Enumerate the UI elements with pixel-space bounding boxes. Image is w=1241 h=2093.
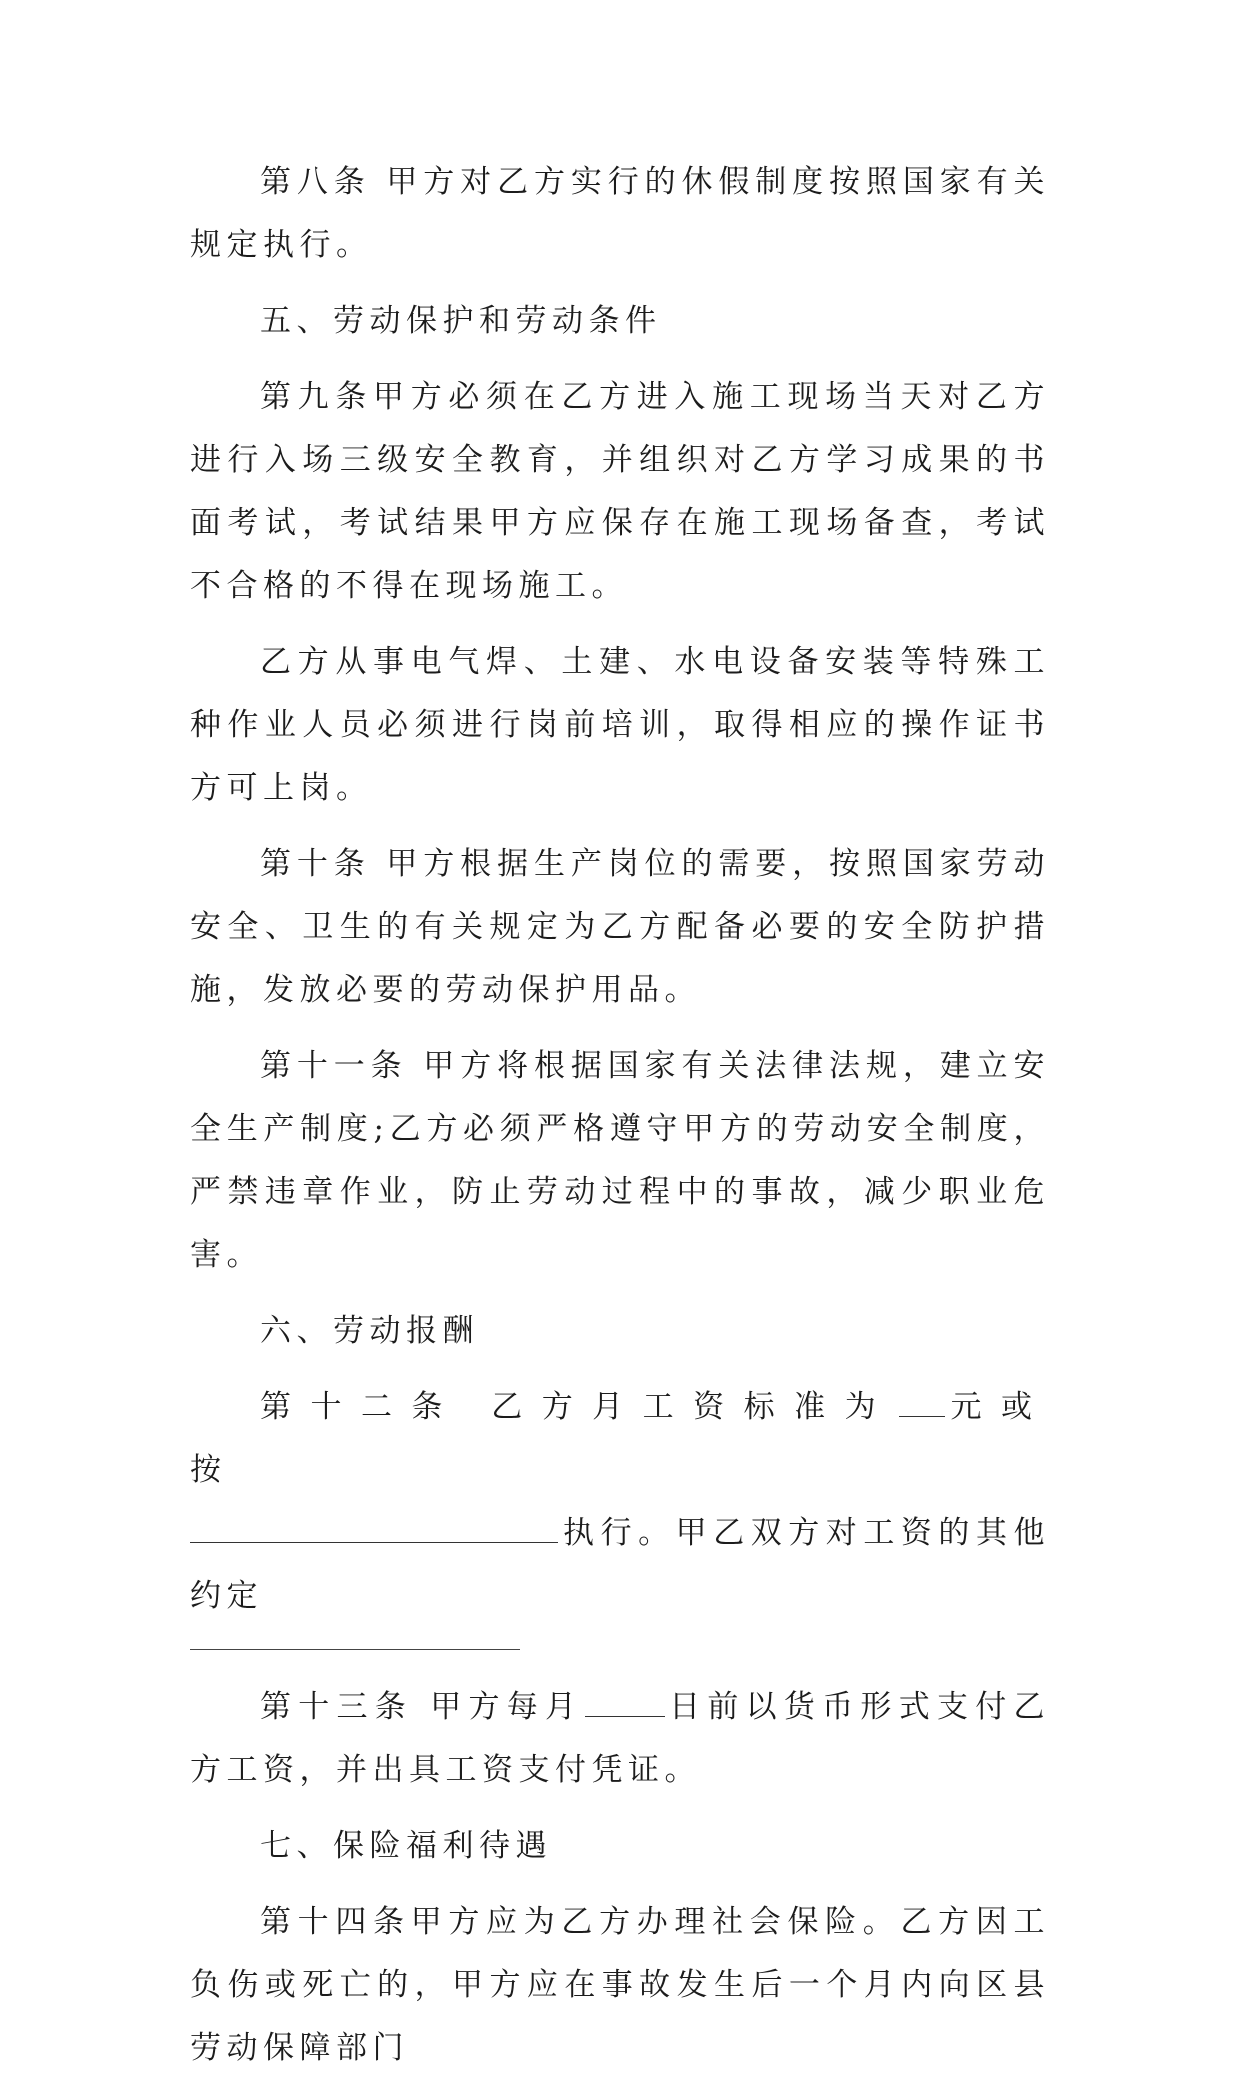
section-6-heading: 六、劳动报酬 <box>260 1313 479 1349</box>
salary-basis-blank <box>190 1517 558 1543</box>
article-13 <box>190 1676 1050 1802</box>
article-12-text-1: 第十二条 乙方月工资标准为 <box>260 1389 896 1425</box>
salary-blank <box>899 1391 945 1417</box>
article-12 <box>190 1376 1050 1502</box>
article-12-text-3: 执行。甲乙双方对工资的其他约定 <box>190 1515 1050 1614</box>
article-14: 第十四条甲方应为乙方办理社会保险。乙方因工负伤或死亡的，甲方应在事故发生后一个月内向区县劳动保障部门 <box>190 1904 1050 2066</box>
section-5-heading: 五、劳动保护和劳动条件 <box>260 303 662 339</box>
section-7-heading: 七、保险福利待遇 <box>260 1828 552 1864</box>
article-12-line-2 <box>190 1502 1050 1628</box>
article-8: 第八条 甲方对乙方实行的休假制度按照国家有关规定执行。 <box>190 164 1050 263</box>
payday-blank <box>585 1691 665 1717</box>
article-9-paragraph-2: 乙方从事电气焊、土建、水电设备安装等特殊工种作业人员必须进行岗前培训，取得相应的操作证书方可上岗。 <box>190 644 1050 806</box>
article-13-text-1: 第十三条 甲方每月 <box>260 1689 584 1725</box>
article-11: 第十一条 甲方将根据国家有关法律法规，建立安全生产制度;乙方必须严格遵守甲方的劳动安全制度，严禁违章作业，防止劳动过程中的事故，减少职业危害。 <box>190 1048 1050 1273</box>
article-13-text-2: 日前以货币形式支付乙方工资，并出具工资支付凭证。 <box>190 1689 1051 1788</box>
article-9: 第九条甲方必须在乙方进入施工现场当天对乙方进行入场三级安全教育，并组织对乙方学习成果的书面考试，考试结果甲方应保存在施工现场备查，考试不合格的不得在现场施工。 <box>190 379 1050 604</box>
article-10: 第十条 甲方根据生产岗位的需要，按照国家劳动安全、卫生的有关规定为乙方配备必要的安全防护措施，发放必要的劳动保护用品。 <box>190 846 1050 1008</box>
document-page <box>190 151 1050 2093</box>
other-agreement-blank <box>190 1648 520 1650</box>
article-12-text-2: 元或按 <box>190 1389 1050 1488</box>
